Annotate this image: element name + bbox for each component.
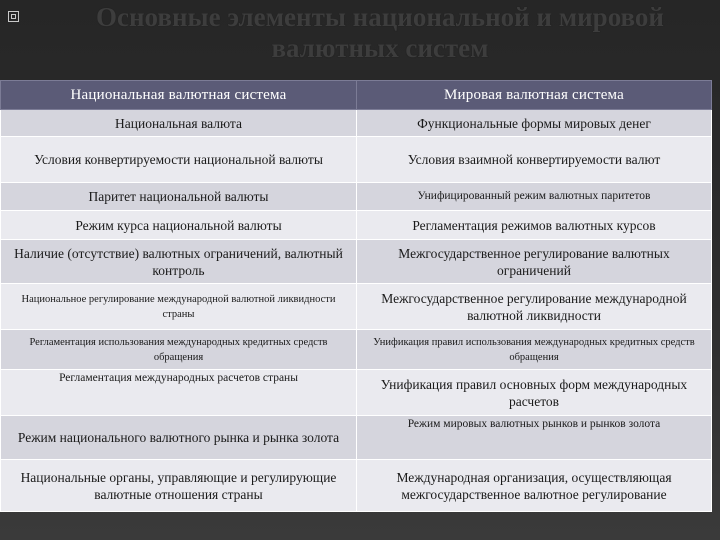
table-cell: Национальная валюта bbox=[1, 110, 357, 137]
table-cell: Межгосударственное регулирование международной валютной ликвидности bbox=[357, 284, 712, 330]
table-cell: Паритет национальной валюты bbox=[1, 183, 357, 211]
bullet-icon bbox=[8, 11, 19, 22]
table-cell: Режим национального валютного рынка и рынка золота bbox=[1, 416, 357, 460]
table-cell: Наличие (отсутствие) валютных ограничений, валютный контроль bbox=[1, 240, 357, 284]
table-cell: Функциональные формы мировых денег bbox=[357, 110, 712, 137]
table-cell: Унифицированный режим валютных паритетов bbox=[357, 183, 712, 211]
slide-title bbox=[60, 2, 700, 64]
table-cell: Межгосударственное регулирование валютных ограничений bbox=[357, 240, 712, 284]
table-cell: Международная организация, осуществляющая межгосударственное валютное регулирование bbox=[357, 460, 712, 512]
header-national: Национальная валютная система bbox=[1, 81, 357, 110]
table-cell: Режим курса национальной валюты bbox=[1, 211, 357, 240]
table-cell: Регламентация использования международных кредитных средств обращения bbox=[1, 330, 357, 370]
table-cell: Режим мировых валютных рынков и рынков золота bbox=[357, 416, 712, 460]
header-world: Мировая валютная система bbox=[357, 81, 712, 110]
table-cell: Условия взаимной конвертируемости валют bbox=[357, 137, 712, 183]
title-line-2: валютных систем bbox=[271, 33, 489, 63]
comparison-table bbox=[0, 80, 712, 512]
table-cell: Национальное регулирование международной валютной ликвидности страны bbox=[1, 284, 357, 330]
table-cell: Унификация правил использования международных кредитных средств обращения bbox=[357, 330, 712, 370]
table-cell: Регламентация режимов валютных курсов bbox=[357, 211, 712, 240]
title-line-1: Основные элементы национальной и мировой bbox=[96, 2, 664, 32]
table-cell: Национальные органы, управляющие и регулирующие валютные отношения страны bbox=[1, 460, 357, 512]
table-cell: Унификация правил основных форм международных расчетов bbox=[357, 370, 712, 416]
table-cell: Регламентация международных расчетов страны bbox=[1, 370, 357, 416]
table-cell: Условия конвертируемости национальной валюты bbox=[1, 137, 357, 183]
